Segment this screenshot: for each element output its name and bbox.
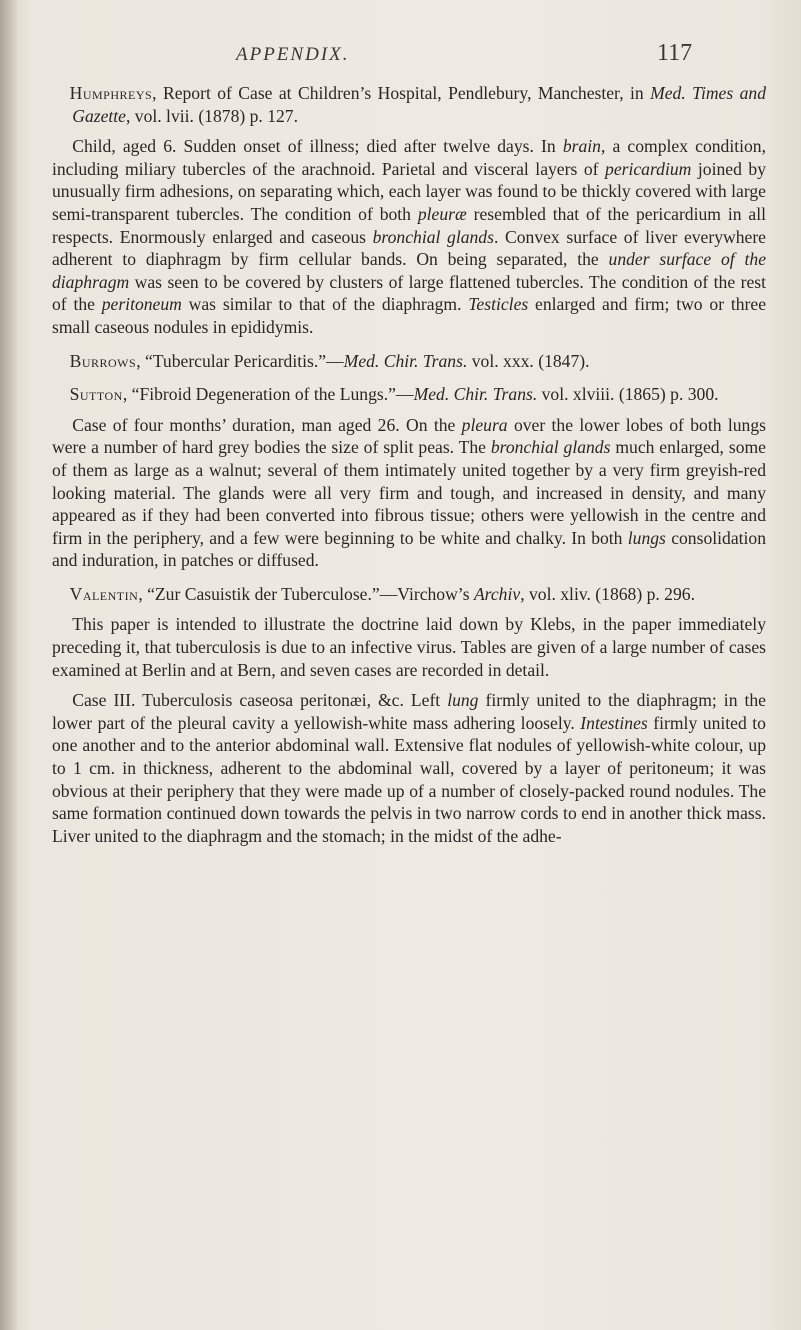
reference-title: , Report of Case at Children’s Hospital, Pendlebury, Manchester, in (152, 83, 651, 103)
italic-term: lungs (627, 527, 666, 548)
text-segment: Child, aged 6. Sudden onset of illness; died after twelve days. In (72, 136, 563, 157)
italic-term: lung (447, 690, 479, 711)
paragraph-gap (52, 681, 766, 689)
reference-entry (52, 383, 766, 406)
italic-term: under surface of the diaphragm (52, 249, 766, 292)
text-segment: firmly united to one another and to the anterior abdominal wall. Extensive flat nodules of yellowish-white colour, up to 1 cm. in thickness, adherent to the abdominal wall, covered by a layer of peritoneum; it was obvious at their periphery that they were made up of a number of closely-packed round nodules. The same formation continued down towards the pelvis in two narrow cords to end in another thick mass. Liver united to the diaphragm and the stomach; in the midst of the adhe- (52, 712, 766, 846)
reference-entry (52, 583, 766, 606)
case-paragraph (52, 613, 766, 681)
reference-details: vol. xxx. (1847). (467, 350, 590, 371)
text-segment: much enlarged, some of them as large as a walnut; several of them intimately united together by a very firm greyish-red looking material. The glands were all very firm and tough, and increased in density, and many appeared as if they had been converted into fibrous tissue; others were yellowish in the centre and firm in the periphery, and a few were beginning to be white and chalky. In both (52, 437, 766, 548)
case-paragraph (52, 689, 766, 847)
reference-details: , vol. xliv. (1868) p. 296. (520, 583, 695, 604)
page-gutter-shadow (0, 0, 18, 1330)
running-title: APPENDIX. (236, 44, 350, 65)
entry-gap (52, 372, 766, 383)
reference-author: Sutton (69, 384, 123, 405)
reference-journal: Med. Times and Gazette (72, 83, 766, 126)
page-header (0, 40, 801, 80)
entry-gap (52, 572, 766, 583)
reference-author: Humphreys (69, 83, 153, 103)
text-segment: enlarged and firm; two or three small caseous nodules in epididymis. (52, 294, 766, 337)
italic-term: brain (562, 136, 601, 157)
italic-term: bronchial glands (490, 437, 611, 458)
reference-title: , “Zur Casuistik der Tuberculose.”—Virchow’s (138, 583, 474, 604)
text-segment: Case of four months’ duration, man aged 26. On the (72, 414, 462, 435)
italic-term: pleura (461, 414, 508, 435)
entry-gap (52, 339, 766, 350)
text-segment: resembled that of the pericardium in all respects. Enormously enlarged and caseous (52, 203, 766, 247)
reference-journal: Archiv (473, 583, 521, 604)
italic-term: Intestines (580, 712, 648, 733)
italic-term: pericardium (605, 158, 692, 179)
reference-entry (52, 82, 766, 127)
reference-entry (52, 350, 766, 373)
case-paragraph (52, 135, 766, 338)
case-paragraph (52, 414, 766, 572)
text-segment: Case III. Tuberculosis caseosa peritonæi, &c. Left (72, 690, 448, 711)
text-segment: , a complex condition, including miliary tubercles of the arachnoid. Parietal and visceral layers of (52, 136, 766, 179)
text-segment: over the lower lobes of both lungs were a number of hard grey bodies the size of split peas. The (52, 414, 766, 458)
reference-author: Valentin (69, 583, 139, 604)
italic-term: Testicles (468, 294, 529, 315)
italic-term: pleuræ (417, 203, 467, 224)
paragraph-gap (52, 406, 766, 414)
page-number: 117 (657, 40, 693, 66)
text-segment: This paper is intended to illustrate the doctrine laid down by Klebs, in the paper immediately preceding it, that tuberculosis is due to an infective virus. Tables are given of a large number of cases examined at Berlin and at Bern, and seven cases are recorded in detail. (52, 614, 766, 680)
text-segment: joined by unusually firm adhesions, on separating which, each layer was found to be thickly covered with large semi-transparent tubercles. The condition of both (52, 158, 766, 224)
text-segment: firmly united to the diaphragm; in the lower part of the pleural cavity a yellowish-white mass adhering loosely. (52, 690, 766, 733)
reference-title: , “Fibroid Degeneration of the Lungs.”— (122, 384, 414, 405)
reference-details: vol. xlviii. (1865) p. 300. (537, 384, 719, 405)
page-body (52, 82, 766, 847)
reference-journal: Med. Chir. Trans. (413, 384, 538, 405)
italic-term: peritoneum (101, 294, 182, 315)
reference-author: Burrows (69, 350, 137, 371)
paragraph-gap (52, 605, 766, 613)
text-segment: consolidation and induration, in patches or diffused. (52, 527, 766, 571)
reference-journal: Med. Chir. Trans. (343, 350, 468, 371)
reference-details: , vol. lvii. (1878) p. 127. (125, 105, 299, 126)
text-segment: . Convex surface of liver everywhere adherent to diaphragm by firm cellular bands. On being separated, the (52, 226, 766, 270)
paragraph-gap (52, 127, 766, 135)
reference-title: , “Tubercular Pericarditis.”— (136, 350, 344, 371)
text-segment: was seen to be covered by clusters of large flattened tubercles. The condition of the rest of the (52, 271, 766, 315)
text-segment: was similar to that of the diaphragm. (181, 294, 469, 315)
italic-term: bronchial glands (372, 226, 494, 247)
